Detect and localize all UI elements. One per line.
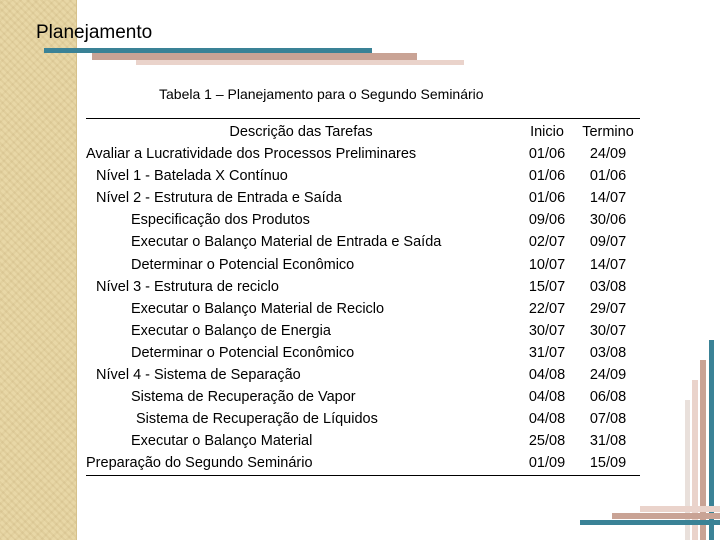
table-row — [86, 231, 640, 253]
end-date-cell: 31/08 — [589, 433, 627, 450]
table-row — [86, 187, 640, 209]
end-date-cell: 09/07 — [589, 234, 627, 251]
planning-table — [86, 118, 640, 476]
task-cell: Nível 1 - Batelada X Contínuo — [96, 168, 288, 185]
start-date-cell: 04/08 — [528, 411, 566, 428]
start-date-cell: 02/07 — [528, 234, 566, 251]
task-cell: Avaliar a Lucratividade dos Processos Preliminares — [86, 146, 417, 163]
corner-decor-bar — [640, 506, 720, 512]
table-row — [86, 452, 640, 474]
task-cell: Executar o Balanço Material de Reciclo — [131, 300, 385, 317]
end-date-cell: 24/09 — [589, 146, 627, 163]
end-date-cell: 30/06 — [589, 212, 627, 229]
table-row — [86, 165, 640, 187]
table-row — [86, 364, 640, 386]
task-cell: Sistema de Recuperação de Vapor — [131, 389, 356, 406]
table-row — [86, 342, 640, 364]
end-date-cell: 29/07 — [589, 300, 627, 317]
end-date-cell: 03/08 — [589, 344, 627, 361]
slide-title: Planejamento — [36, 22, 153, 43]
table-row — [86, 320, 640, 342]
end-date-cell: 03/08 — [589, 278, 627, 295]
table-row — [86, 254, 640, 276]
start-date-cell: 15/07 — [528, 278, 566, 295]
table-row — [86, 430, 640, 452]
start-date-cell: 22/07 — [528, 300, 566, 317]
start-date-cell: 09/06 — [528, 212, 566, 229]
end-date-cell: 15/09 — [589, 455, 627, 472]
table-body — [86, 143, 640, 474]
start-date-cell: 10/07 — [528, 256, 566, 273]
end-date-cell: 07/08 — [589, 411, 627, 428]
title-underline-pink — [136, 60, 464, 65]
end-date-cell: 14/07 — [589, 256, 627, 273]
start-date-cell: 30/07 — [528, 322, 566, 339]
start-date-cell: 04/08 — [528, 367, 566, 384]
corner-decor-bar — [580, 520, 720, 525]
corner-decor-bar — [612, 513, 720, 519]
end-date-cell: 06/08 — [589, 389, 627, 406]
end-date-cell: 14/07 — [589, 190, 627, 207]
parchment-side-strip — [0, 0, 77, 540]
table-row — [86, 209, 640, 231]
table-row — [86, 143, 640, 165]
corner-decor-bar — [685, 400, 690, 540]
table-header-row — [86, 121, 640, 143]
table-row — [86, 386, 640, 408]
start-date-cell: 31/07 — [528, 344, 566, 361]
header-start: Inicio — [530, 124, 564, 140]
header-description: Descrição das Tarefas — [229, 124, 373, 140]
table-row — [86, 276, 640, 298]
table-row — [86, 408, 640, 430]
task-cell: Sistema de Recuperação de Líquidos — [136, 411, 378, 428]
start-date-cell: 04/08 — [528, 389, 566, 406]
start-date-cell: 01/06 — [528, 146, 566, 163]
task-cell: Determinar o Potencial Econômico — [131, 256, 355, 273]
task-cell: Executar o Balanço Material — [131, 433, 313, 450]
task-cell: Nível 4 - Sistema de Separação — [96, 367, 301, 384]
task-cell: Executar o Balanço Material de Entrada e Saída — [131, 234, 442, 251]
start-date-cell: 01/09 — [528, 455, 566, 472]
start-date-cell: 01/06 — [528, 168, 566, 185]
table-caption: Tabela 1 – Planejamento para o Segundo Seminário — [159, 86, 484, 102]
title-underline-rose — [92, 53, 417, 60]
end-date-cell: 01/06 — [589, 168, 627, 185]
header-end: Termino — [582, 124, 634, 140]
end-date-cell: 24/09 — [589, 367, 627, 384]
task-cell: Nível 2 - Estrutura de Entrada e Saída — [96, 190, 342, 207]
table-row — [86, 298, 640, 320]
task-cell: Preparação do Segundo Seminário — [86, 455, 313, 472]
task-cell: Especificação dos Produtos — [131, 212, 310, 229]
start-date-cell: 25/08 — [528, 433, 566, 450]
task-cell: Determinar o Potencial Econômico — [131, 344, 355, 361]
end-date-cell: 30/07 — [589, 322, 627, 339]
task-cell: Nível 3 - Estrutura de reciclo — [96, 278, 279, 295]
start-date-cell: 01/06 — [528, 190, 566, 207]
task-cell: Executar o Balanço de Energia — [131, 322, 331, 339]
